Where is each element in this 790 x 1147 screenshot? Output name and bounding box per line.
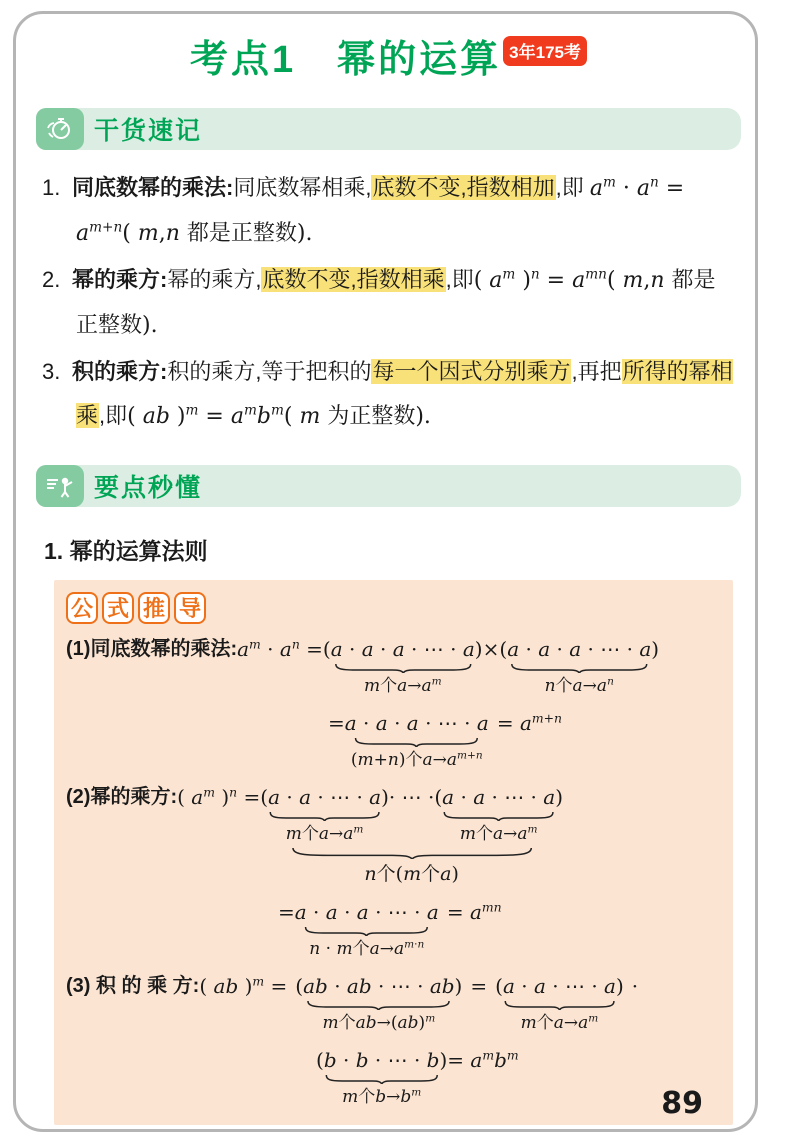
group-expression: a · a · a · ⋯ · a <box>344 710 489 735</box>
label-char: 公 <box>66 592 98 624</box>
exam-count-badge: 3年175考 <box>503 36 587 66</box>
equals-sign: = <box>470 973 488 998</box>
braced-group <box>434 782 563 846</box>
formula-math: $a^m \cdot a^n$ = <box>237 636 323 661</box>
note-text: ,即 <box>445 266 474 292</box>
note-item-3 <box>42 350 737 439</box>
group-expression: (a · a · ⋯ · a) <box>434 784 564 809</box>
formula-lead: (3) 积 的 乘 方: <box>66 974 200 997</box>
formula-2-line-1 <box>66 782 727 887</box>
page-title: 考点1 幂的运算 <box>190 39 502 81</box>
derivation-box <box>54 580 733 1125</box>
note-formula: ( ab )$^m = a^mb^m$( m 为正整数). <box>127 402 431 429</box>
group-expression: (ab · ab · ⋯ · ab) <box>295 973 463 998</box>
section-bar-quick-notes <box>36 108 741 150</box>
group-label: m个ab→(ab)$^m$ <box>322 1012 436 1033</box>
formula-result: = $a^{m+n}$ <box>496 710 563 735</box>
formula-result: = $a^{mn}$ <box>446 899 502 924</box>
underbrace <box>509 664 650 673</box>
title-row <box>36 40 741 82</box>
derivation-label <box>66 592 727 624</box>
group-label: n · m个$a\to a^{m\cdot n}$ <box>309 938 425 959</box>
underbrace <box>305 1001 452 1010</box>
highlighted-text: 所得的幂相乘 <box>76 358 733 428</box>
braced-group <box>323 634 483 698</box>
underbrace <box>333 664 474 673</box>
note-item-2 <box>42 258 737 348</box>
underbrace <box>503 1001 616 1010</box>
note-text: 幂的乘方, <box>167 266 262 292</box>
note-term: 幂的乘方: <box>72 266 168 292</box>
group-expression: (a · a · a · ⋯ · a) <box>322 636 483 661</box>
group-label: m个$a\to a^m$ <box>363 675 442 696</box>
underbrace <box>353 738 480 747</box>
highlighted-text: 底数不变,指数相乘 <box>262 266 445 292</box>
formula-1-line-2 <box>328 708 727 772</box>
note-term: 同底数幂的乘法: <box>72 174 234 200</box>
group-label: m个$b\to b^m$ <box>342 1086 422 1107</box>
formula-lead: (1)同底数幂的乘法: <box>66 637 238 660</box>
underbrace <box>303 927 430 936</box>
teacher-icon <box>36 465 84 507</box>
stopwatch-icon <box>36 108 84 150</box>
group-expression: a · a · a · ⋯ · a <box>294 899 439 924</box>
section-title-quick-notes: 干货速记 <box>94 116 203 145</box>
underbrace <box>442 812 555 821</box>
group-label: m个$a\to a^m$ <box>285 823 364 844</box>
section-title-key-points: 要点秒懂 <box>94 473 203 502</box>
label-char: 导 <box>174 592 206 624</box>
note-text: ,即 <box>99 402 128 428</box>
group-label: m个$a\to a^m$ <box>520 1012 599 1033</box>
braced-group <box>295 897 439 961</box>
underbrace <box>324 1075 440 1084</box>
note-text: 积的乘方,等于把积的 <box>167 358 372 384</box>
highlighted-text: 每一个因式分别乘方 <box>372 358 571 384</box>
note-number: 3. <box>42 358 61 384</box>
formula-1-line-1 <box>66 634 727 698</box>
section-bar-key-points <box>36 465 741 507</box>
formula-math: ( ab )$^m$ = <box>199 973 288 998</box>
braced-group <box>345 708 489 772</box>
formula-2-line-2 <box>278 897 727 961</box>
group-label-large: n个(m个a) <box>364 862 459 885</box>
note-number: 1. <box>42 174 61 200</box>
underbrace-large <box>288 848 536 859</box>
group-expression: (a · a · ⋯ · a) <box>495 973 624 998</box>
braced-group <box>495 971 624 1035</box>
label-char: 推 <box>138 592 170 624</box>
dot-operator: · <box>631 973 639 998</box>
group-label: (m+n)个$a\to a^{m+n}$ <box>350 749 483 770</box>
note-text: ,即 <box>555 174 584 200</box>
page-card <box>13 11 758 1132</box>
times-sign: × <box>482 636 500 661</box>
note-text: ,再把 <box>571 358 622 384</box>
equals-sign: = <box>278 899 295 924</box>
formula-3-line-1 <box>66 971 727 1035</box>
subheading: 1. 幂的运算法则 <box>44 537 208 564</box>
equals-sign: = <box>328 710 345 735</box>
formula-lead: (2)幂的乘方: <box>66 785 178 808</box>
formula-math: ( $a^m$ )$^n$ = <box>177 784 261 809</box>
label-char: 式 <box>102 592 134 624</box>
underbrace <box>268 812 381 821</box>
note-formula: ( $a^m$ )$^n = a^{mn}$( m,n 都是正整数). <box>76 266 716 338</box>
note-formula: $a^m \cdot a^n = a^{m+n}$( m,n 都是正整数). <box>76 174 685 246</box>
note-item-1 <box>42 166 737 256</box>
braced-group <box>316 1045 447 1109</box>
group-label: m个$a\to a^m$ <box>459 823 538 844</box>
braced-group <box>295 971 462 1035</box>
note-number: 2. <box>42 266 61 292</box>
note-text: 同底数幂相乘, <box>233 174 372 200</box>
formula-result: = $a^mb^m$ <box>447 1047 519 1072</box>
group-label: n个$a\to a^n$ <box>544 675 614 696</box>
quick-notes-list <box>42 166 737 439</box>
formula-math: · ⋯ · <box>388 784 435 809</box>
braced-group <box>260 782 389 846</box>
group-expression: (b · b · ⋯ · b) <box>316 1047 448 1072</box>
braced-group <box>499 634 659 698</box>
nested-braced-group <box>260 782 563 887</box>
note-term: 积的乘方: <box>72 358 168 384</box>
highlighted-text: 底数不变,指数相加 <box>372 174 555 200</box>
page-number: 89 <box>661 1086 703 1121</box>
group-expression: (a · a · a · ⋯ · a) <box>499 636 660 661</box>
group-expression: (a · a · ⋯ · a) <box>260 784 389 809</box>
